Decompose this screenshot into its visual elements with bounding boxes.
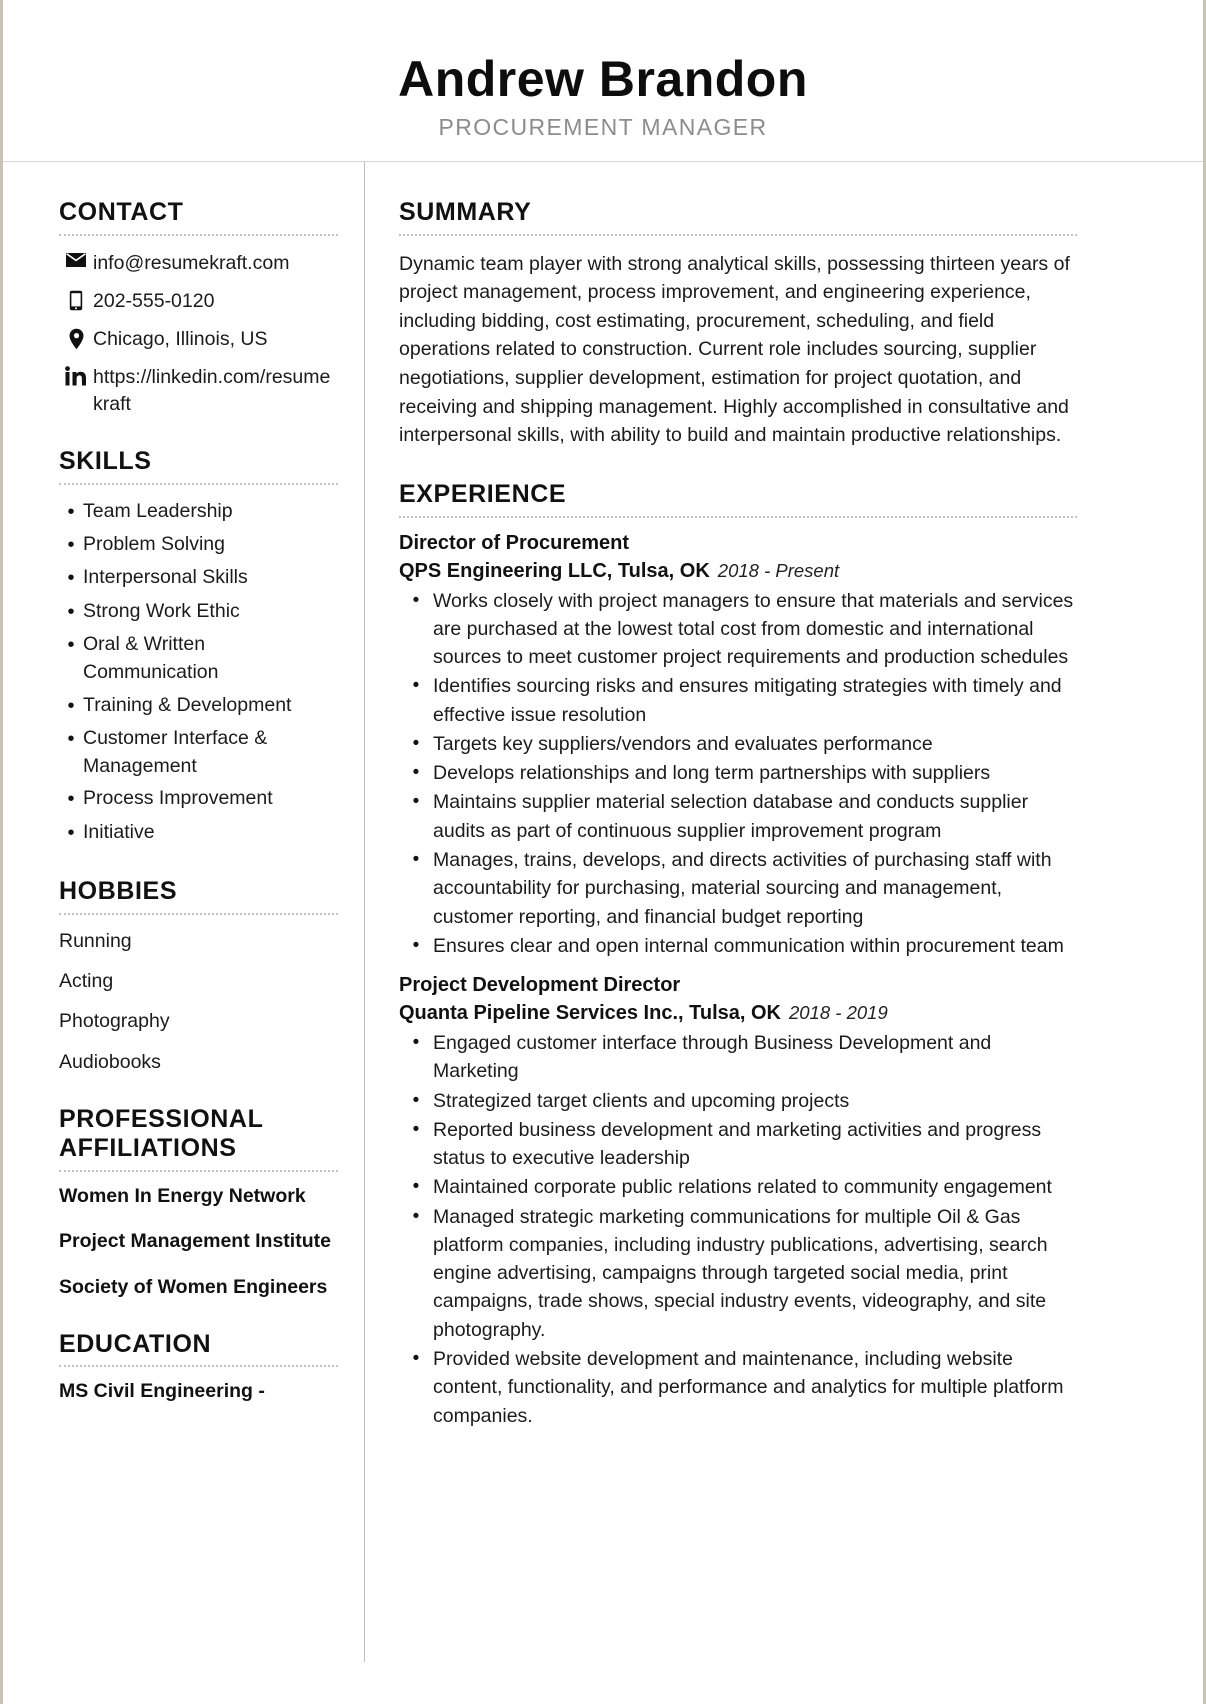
job-bullet-text: Reported business development and marketing activities and progress status to executive leadership [433, 1118, 1042, 1170]
list-item [399, 1203, 1077, 1344]
job-bullet-text: Targets key suppliers/vendors and evaluates performance [433, 732, 933, 755]
job-bullet-text: Maintains supplier material selection database and conducts supplier audits as part of continuous supplier improvement program [433, 791, 1029, 842]
section-summary [399, 198, 1077, 450]
list-item [399, 730, 1077, 758]
summary-divider [399, 234, 1077, 236]
list-item [399, 1087, 1077, 1115]
skill-label: Customer Interface & Management [83, 726, 268, 777]
list-item: Acting [59, 969, 114, 992]
education-heading: EDUCATION [59, 1329, 212, 1358]
section-experience [399, 480, 1077, 1430]
experience-divider [399, 516, 1077, 518]
bullet-dot-icon: • [412, 732, 420, 754]
resume-body [3, 162, 1203, 1662]
skill-label: Interpersonal Skills [83, 566, 248, 589]
contact-list [59, 250, 338, 418]
list-item: Women In Energy Network [59, 1184, 306, 1207]
bullet-dot-icon: • [67, 788, 75, 811]
job-role: Director of Procurement [399, 531, 630, 554]
job-bullet-text: Identifies sourcing risks and ensures mitigating strategies with timely and effective issue resolution [433, 675, 1062, 726]
list-item: Photography [59, 1010, 170, 1033]
list-item [59, 531, 338, 559]
affiliations-heading: PROFESSIONAL AFFILIATIONS [59, 1104, 263, 1163]
list-item [59, 819, 338, 847]
contact-location-value: Chicago, Illinois, US [93, 328, 268, 351]
job-bullet-text: Managed strategic marketing communications for multiple Oil & Gas platform companies, including industry publications, advertising, search engine advertising, campaigns through targeted social media, print campaigns, trade shows, special industry events, videography, and site photography. [433, 1205, 1048, 1341]
list-item: Audiobooks [59, 1050, 161, 1073]
contact-email-value: info@resumekraft.com [93, 251, 290, 274]
job-company-line [399, 557, 1077, 585]
job-bullet-text: Engaged customer interface through Business Development and Marketing [433, 1032, 992, 1083]
envelope-icon [59, 250, 93, 268]
section-hobbies [59, 877, 338, 1075]
experience-entry [399, 530, 1077, 960]
bullet-dot-icon: • [67, 821, 75, 844]
list-item [59, 725, 338, 780]
job-bullets [399, 587, 1077, 960]
bullet-dot-icon: • [412, 791, 420, 813]
bullet-dot-icon: • [67, 727, 75, 750]
contact-linkedin-value: https://linkedin.com/resumekraft [93, 366, 331, 415]
sidebar-column [3, 162, 365, 1662]
candidate-name: Andrew Brandon [398, 51, 808, 107]
skill-label: Initiative [83, 820, 155, 843]
bullet-dot-icon: • [412, 1118, 420, 1140]
section-skills [59, 447, 338, 847]
summary-heading: SUMMARY [399, 198, 532, 226]
phone-icon [59, 288, 93, 311]
job-bullets [399, 1029, 1077, 1430]
bullet-dot-icon: • [67, 694, 75, 717]
list-item [399, 759, 1077, 787]
bullet-dot-icon: • [412, 589, 420, 611]
linkedin-icon [59, 364, 93, 386]
list-item [399, 1345, 1077, 1430]
contact-divider [59, 234, 338, 236]
hobbies-divider [59, 913, 338, 915]
section-professional-affiliations [59, 1105, 338, 1300]
list-item [399, 932, 1077, 960]
bullet-dot-icon: • [412, 1205, 420, 1227]
list-item [399, 587, 1077, 672]
list-item [59, 785, 338, 813]
location-pin-icon [59, 326, 93, 350]
job-dates: 2018 - 2019 [788, 1002, 888, 1024]
list-item [399, 1173, 1077, 1201]
contact-item-location[interactable] [59, 326, 338, 352]
list-item [59, 564, 338, 592]
job-dates: 2018 - Present [717, 559, 840, 581]
list-item [399, 788, 1077, 845]
job-bullet-text: Maintained corporate public relations related to community engagement [433, 1176, 1052, 1199]
list-item [59, 598, 338, 626]
skill-label: Strong Work Ethic [83, 599, 240, 622]
contact-item-phone[interactable] [59, 288, 338, 314]
candidate-job-title: PROCUREMENT MANAGER [438, 114, 768, 140]
job-company-line [399, 999, 1077, 1027]
bullet-dot-icon: • [412, 1347, 420, 1369]
skills-list [59, 498, 338, 847]
list-item: Running [59, 929, 132, 952]
bullet-dot-icon: • [412, 1032, 420, 1054]
hobbies-list [59, 929, 338, 1075]
job-role: Project Development Director [399, 974, 681, 997]
skill-label: Training & Development [83, 693, 292, 716]
contact-item-email[interactable] [59, 250, 338, 276]
list-item: Project Management Institute [59, 1230, 331, 1253]
affiliations-divider [59, 1170, 338, 1172]
skill-label: Oral & Written Communication [83, 633, 219, 683]
job-bullet-text: Works closely with project managers to ensure that materials and services are purchased at the lowest total cost from domestic and international sources to meet customer project requirements and production schedules [433, 589, 1074, 669]
list-item [399, 1029, 1077, 1086]
list-item [59, 498, 338, 526]
list-item [59, 631, 338, 686]
bullet-dot-icon: • [67, 600, 75, 623]
bullet-dot-icon: • [67, 567, 75, 590]
section-contact [59, 198, 338, 417]
job-bullet-text: Manages, trains, develops, and directs activities of purchasing staff with accountability for purchasing, material sourcing and management, customer reporting, and financial budget reporting [433, 848, 1052, 928]
job-bullet-text: Develops relationships and long term partnerships with suppliers [433, 762, 991, 785]
skill-label: Problem Solving [83, 532, 225, 555]
bullet-dot-icon: • [67, 500, 75, 523]
education-list [59, 1379, 338, 1404]
job-bullet-text: Provided website development and maintenance, including website content, functionality, and performance and analytics for multiple platform companies. [433, 1347, 1064, 1427]
contact-phone-value: 202-555-0120 [93, 289, 215, 312]
job-bullet-text: Ensures clear and open internal communication within procurement team [433, 934, 1064, 957]
bullet-dot-icon: • [67, 533, 75, 556]
list-item [399, 846, 1077, 931]
contact-item-linkedin[interactable] [59, 364, 338, 417]
list-item: MS Civil Engineering - [59, 1380, 265, 1403]
bullet-dot-icon: • [412, 675, 420, 697]
main-column [365, 162, 1203, 1662]
list-item [399, 672, 1077, 729]
bullet-dot-icon: • [412, 848, 420, 870]
skills-divider [59, 483, 338, 485]
affiliations-list [59, 1184, 338, 1300]
experience-heading: EXPERIENCE [399, 480, 567, 509]
summary-text: Dynamic team player with strong analytical skills, possessing thirteen years of project management, process improvement, and engineering experience, including bidding, cost estimating, procurement, scheduling, and field operations related to construction. Current role includes sourcing, supplier negotiations, supplier development, estimation for project quotation, and receiving and shipping management. Highly accomplished in consultative and interpersonal skills, with ability to build and maintain productive relationships. [399, 252, 1070, 447]
bullet-dot-icon: • [412, 1089, 420, 1111]
hobbies-heading: HOBBIES [59, 877, 178, 906]
job-company: QPS Engineering LLC, Tulsa, OK [399, 559, 710, 582]
bullet-dot-icon: • [412, 1176, 420, 1198]
skills-heading: SKILLS [59, 447, 152, 476]
bullet-dot-icon: • [67, 634, 75, 657]
education-divider [59, 1365, 338, 1367]
resume-header [3, 0, 1203, 162]
list-item: Society of Women Engineers [59, 1275, 328, 1298]
list-item [59, 692, 338, 720]
list-item [399, 1116, 1077, 1173]
section-education [59, 1330, 338, 1405]
job-bullet-text: Strategized target clients and upcoming projects [433, 1089, 850, 1112]
skill-label: Team Leadership [83, 499, 233, 522]
skill-label: Process Improvement [83, 787, 273, 810]
experience-entry [399, 972, 1077, 1430]
bullet-dot-icon: • [412, 934, 420, 956]
bullet-dot-icon: • [412, 762, 420, 784]
job-company: Quanta Pipeline Services Inc., Tulsa, OK [399, 1002, 781, 1025]
contact-heading: CONTACT [59, 198, 184, 226]
